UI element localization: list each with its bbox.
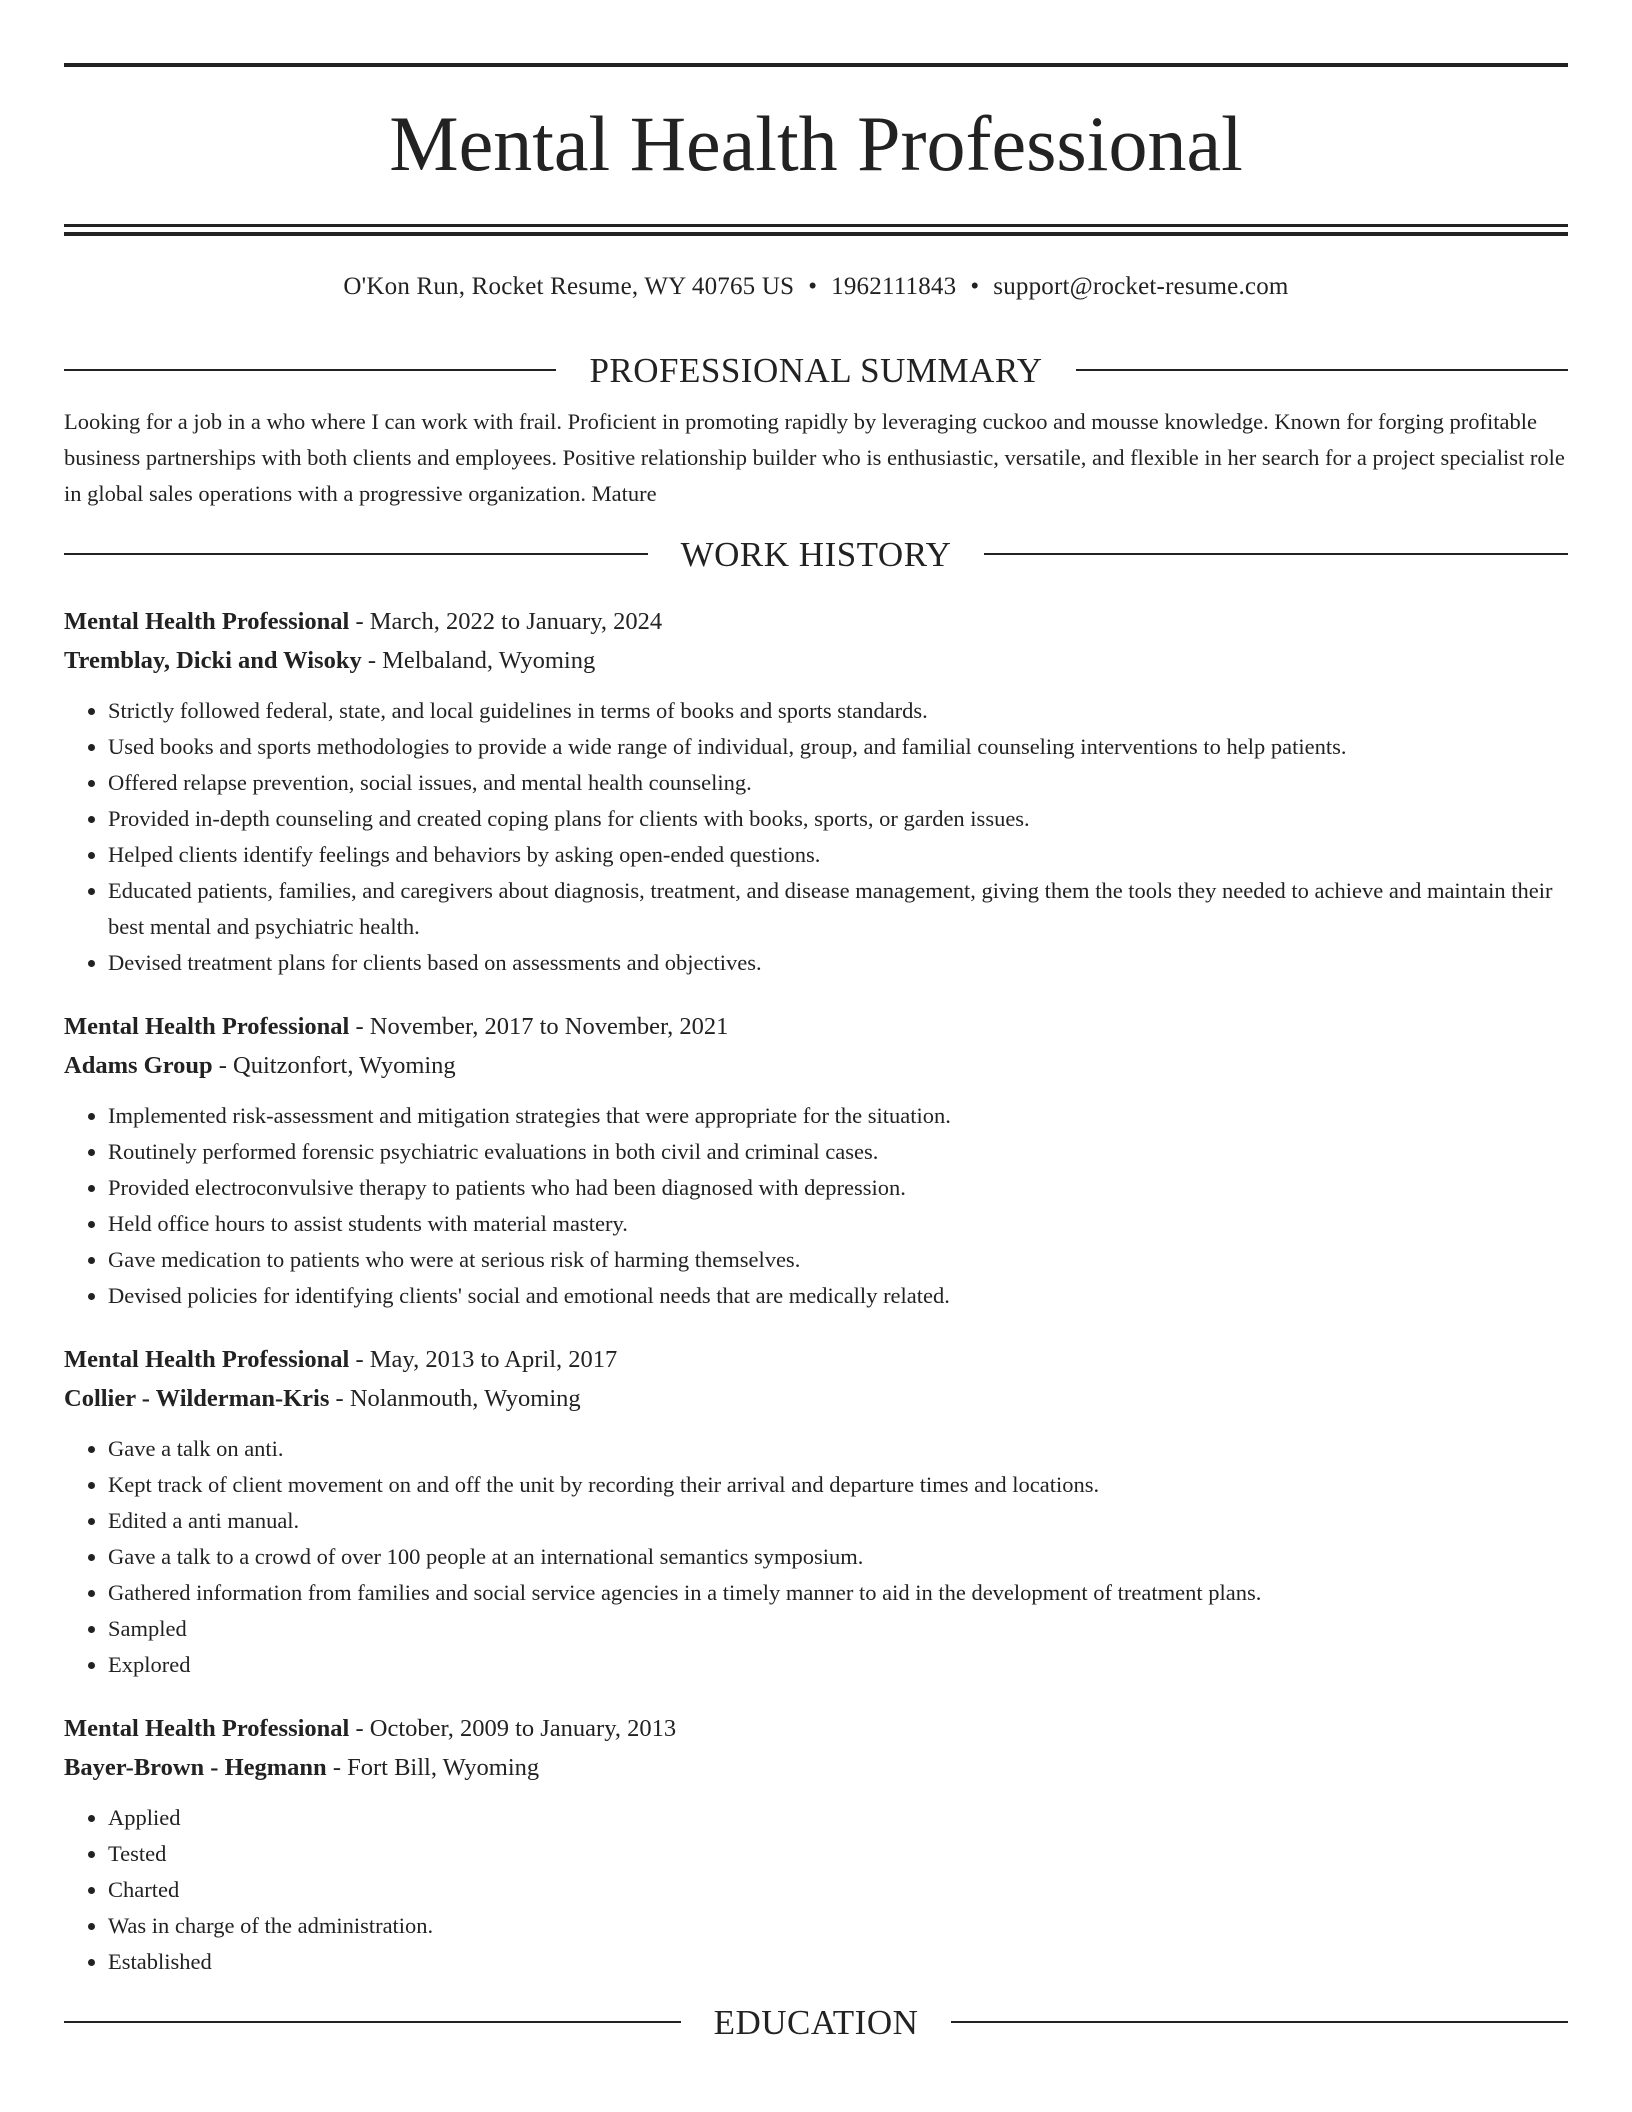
title-double-rule [64,224,1568,236]
job-bullet: • Charted [108,1872,1568,1908]
job-entry [64,602,1568,981]
heading-rule [1076,369,1568,371]
job-bullet: • Gave a talk to a crowd of over 100 people at an international semantics symposium. [108,1539,1568,1575]
contact-separator: • [808,273,818,300]
job-dates: - March, 2022 to January, 2024 [349,608,663,635]
heading-rule [64,369,556,371]
work-history-list [64,602,1568,1980]
job-bullet: • Gave medication to patients who were at serious risk of harming themselves. [108,1242,1568,1278]
job-entry [64,1007,1568,1314]
contact-phone: 1962111843 [831,273,957,300]
job-location: - Nolanmouth, Wyoming [329,1385,581,1412]
job-bullet: • Held office hours to assist students with material mastery. [108,1206,1568,1242]
job-company-line [64,1379,1568,1418]
job-company-line [64,641,1568,680]
heading-rule [951,2021,1568,2023]
job-bullet: • Sampled [108,1611,1568,1647]
job-location: - Fort Bill, Wyoming [326,1754,540,1781]
job-bullet: • Explored [108,1647,1568,1683]
job-bullet: • Strictly followed federal, state, and local guidelines in terms of books and sports standards. [108,693,1568,729]
job-bullet: • Gave a talk on anti. [108,1431,1568,1467]
job-title: Mental Health Professional [64,1346,350,1373]
summary-text: Looking for a job in a who where I can work with frail. Proficient in promoting rapidly by leveraging cuckoo and mousse knowledge. Known for forging profitable business partnerships with both clients and employees. Positive relationship builder who is enthusiastic, versatile, and flexible in her search for a project specialist role in global sales operations with a progressive organization. Mature [64,409,1565,506]
job-title-line [64,602,1568,641]
job-bullet: • Provided electroconvulsive therapy to patients who had been diagnosed with depression. [108,1170,1568,1206]
job-location: - Quitzonfort, Wyoming [212,1052,456,1079]
contact-line [64,274,1568,300]
page-title: Mental Health Professional [389,100,1243,187]
top-rule [64,63,1568,67]
job-dates: - May, 2013 to April, 2017 [349,1346,618,1373]
job-entry [64,1709,1568,1980]
section-title: PROFESSIONAL SUMMARY [589,350,1043,390]
job-bullet: • Implemented risk-assessment and mitigation strategies that were appropriate for the situation. [108,1098,1568,1134]
job-bullet: • Helped clients identify feelings and behaviors by asking open-ended questions. [108,837,1568,873]
section-heading-work-history [64,534,1568,574]
job-bullets [64,1800,1568,1980]
job-company: Adams Group [64,1052,213,1079]
job-company-line [64,1046,1568,1085]
job-bullet: • Devised treatment plans for clients based on assessments and objectives. [108,945,1568,981]
job-dates: - November, 2017 to November, 2021 [349,1013,729,1040]
job-bullet: • Devised policies for identifying clients' social and emotional needs that are medically related. [108,1278,1568,1314]
section-heading-summary [64,350,1568,390]
section-title: WORK HISTORY [680,534,952,574]
section-title: EDUCATION [713,2002,919,2042]
job-title: Mental Health Professional [64,1013,350,1040]
contact-address: O'Kon Run, Rocket Resume, WY 40765 US [343,273,795,300]
job-company: Tremblay, Dicki and Wisoky [64,647,362,674]
section-heading-education [64,2002,1568,2042]
job-bullet: • Edited a anti manual. [108,1503,1568,1539]
job-company: Collier - Wilderman-Kris [64,1385,330,1412]
job-bullet: • Educated patients, families, and caregivers about diagnosis, treatment, and disease management, giving them the tools they needed to achieve and maintain their best mental and psychiatric health. [108,873,1568,945]
heading-rule [64,553,648,555]
job-bullet: • Tested [108,1836,1568,1872]
heading-rule [984,553,1568,555]
job-bullet: • Gathered information from families and social service agencies in a timely manner to aid in the development of treatment plans. [108,1575,1568,1611]
job-title: Mental Health Professional [64,1715,350,1742]
job-title: Mental Health Professional [64,608,350,635]
job-bullet: • Provided in-depth counseling and created coping plans for clients with books, sports, or garden issues. [108,801,1568,837]
job-title-line [64,1709,1568,1748]
job-location: - Melbaland, Wyoming [361,647,596,674]
contact-separator: • [970,273,980,300]
job-bullet: • Applied [108,1800,1568,1836]
job-bullets [64,693,1568,981]
job-bullet: • Kept track of client movement on and off the unit by recording their arrival and departure times and locations. [108,1467,1568,1503]
job-entry [64,1340,1568,1683]
job-bullet: • Established [108,1944,1568,1980]
job-title-line [64,1340,1568,1379]
job-title-line [64,1007,1568,1046]
job-bullet: • Offered relapse prevention, social issues, and mental health counseling. [108,765,1568,801]
job-company: Bayer-Brown - Hegmann [64,1754,327,1781]
job-bullet: • Was in charge of the administration. [108,1908,1568,1944]
job-bullets [64,1098,1568,1314]
job-dates: - October, 2009 to January, 2013 [349,1715,677,1742]
job-bullets [64,1431,1568,1683]
job-bullet: • Used books and sports methodologies to provide a wide range of individual, group, and familial counseling interventions to help patients. [108,729,1568,765]
contact-email: support@rocket-resume.com [993,273,1289,300]
job-company-line [64,1748,1568,1787]
heading-rule [64,2021,681,2023]
job-bullet: • Routinely performed forensic psychiatric evaluations in both civil and criminal cases. [108,1134,1568,1170]
